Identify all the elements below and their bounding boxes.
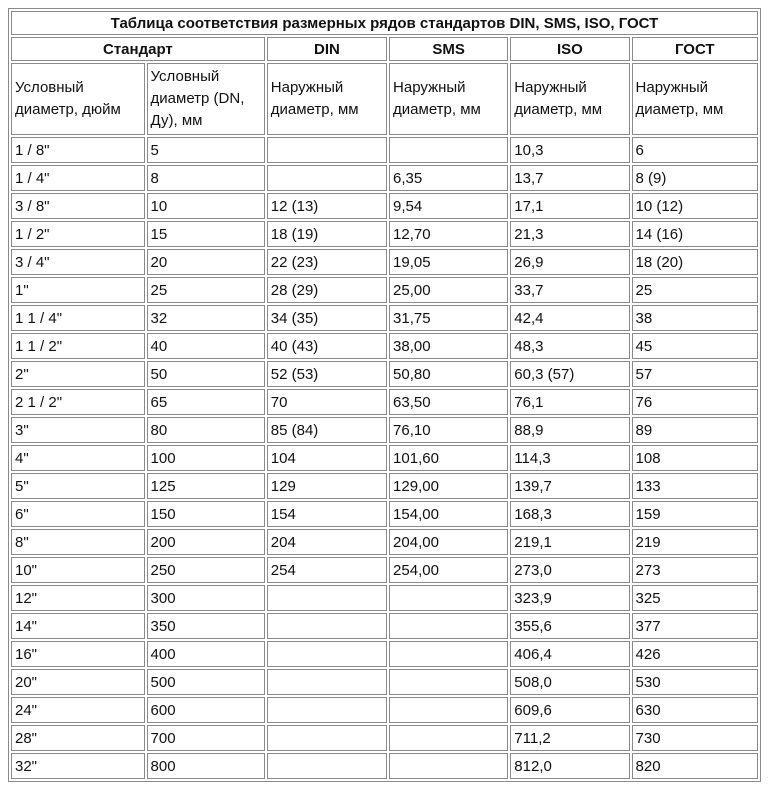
table-row — [11, 669, 758, 695]
cell-din — [267, 641, 387, 667]
cell-inch: 1 1 / 2" — [11, 333, 145, 359]
subheader-inch: Условный диаметр, дюйм — [11, 63, 145, 135]
cell-gost: 273 — [632, 557, 758, 583]
table-row — [11, 529, 758, 555]
cell-gost: 108 — [632, 445, 758, 471]
cell-sms — [389, 585, 508, 611]
header-sms: SMS — [389, 37, 508, 61]
subheader-gost: Наружный диаметр, мм — [632, 63, 758, 135]
cell-sms: 9,54 — [389, 193, 508, 219]
cell-din: 104 — [267, 445, 387, 471]
cell-gost: 18 (20) — [632, 249, 758, 275]
cell-iso: 21,3 — [510, 221, 629, 247]
cell-din: 154 — [267, 501, 387, 527]
cell-din: 254 — [267, 557, 387, 583]
table-row — [11, 165, 758, 191]
cell-din — [267, 697, 387, 723]
header-din: DIN — [267, 37, 387, 61]
cell-iso: 168,3 — [510, 501, 629, 527]
table-row — [11, 277, 758, 303]
cell-dn: 300 — [147, 585, 265, 611]
cell-inch: 14" — [11, 613, 145, 639]
cell-inch: 2 1 / 2" — [11, 389, 145, 415]
cell-iso: 406,4 — [510, 641, 629, 667]
cell-inch: 20" — [11, 669, 145, 695]
table-row — [11, 137, 758, 163]
cell-inch: 32" — [11, 753, 145, 779]
cell-iso: 355,6 — [510, 613, 629, 639]
cell-din: 70 — [267, 389, 387, 415]
cell-sms: 254,00 — [389, 557, 508, 583]
table-row — [11, 725, 758, 751]
table-row — [11, 417, 758, 443]
cell-iso: 33,7 — [510, 277, 629, 303]
cell-inch: 1" — [11, 277, 145, 303]
cell-gost: 530 — [632, 669, 758, 695]
cell-iso: 13,7 — [510, 165, 629, 191]
cell-din: 52 (53) — [267, 361, 387, 387]
cell-inch: 10" — [11, 557, 145, 583]
cell-iso: 60,3 (57) — [510, 361, 629, 387]
subheader-sms: Наружный диаметр, мм — [389, 63, 508, 135]
cell-sms: 154,00 — [389, 501, 508, 527]
cell-din: 34 (35) — [267, 305, 387, 331]
cell-din: 85 (84) — [267, 417, 387, 443]
table-row — [11, 305, 758, 331]
cell-inch: 24" — [11, 697, 145, 723]
cell-gost: 730 — [632, 725, 758, 751]
cell-dn: 700 — [147, 725, 265, 751]
cell-din: 18 (19) — [267, 221, 387, 247]
cell-dn: 20 — [147, 249, 265, 275]
cell-gost: 8 (9) — [632, 165, 758, 191]
cell-dn: 5 — [147, 137, 265, 163]
cell-dn: 15 — [147, 221, 265, 247]
cell-dn: 80 — [147, 417, 265, 443]
cell-sms — [389, 697, 508, 723]
cell-inch: 3 / 4" — [11, 249, 145, 275]
table-row — [11, 585, 758, 611]
cell-inch: 8" — [11, 529, 145, 555]
cell-sms: 101,60 — [389, 445, 508, 471]
table-row — [11, 753, 758, 779]
cell-dn: 400 — [147, 641, 265, 667]
cell-inch: 28" — [11, 725, 145, 751]
cell-iso: 812,0 — [510, 753, 629, 779]
header-row — [11, 37, 758, 61]
subheader-dn: Условный диаметр (DN, Ду), мм — [147, 63, 265, 135]
cell-gost: 14 (16) — [632, 221, 758, 247]
table-title: Таблица соответствия размерных рядов стандартов DIN, SMS, ISO, ГОСТ — [11, 11, 758, 35]
cell-gost: 133 — [632, 473, 758, 499]
cell-gost: 377 — [632, 613, 758, 639]
cell-gost: 76 — [632, 389, 758, 415]
cell-sms: 12,70 — [389, 221, 508, 247]
cell-inch: 16" — [11, 641, 145, 667]
cell-dn: 600 — [147, 697, 265, 723]
cell-sms — [389, 753, 508, 779]
cell-iso: 42,4 — [510, 305, 629, 331]
cell-gost: 57 — [632, 361, 758, 387]
cell-sms: 6,35 — [389, 165, 508, 191]
cell-sms: 129,00 — [389, 473, 508, 499]
table-row — [11, 361, 758, 387]
table-row — [11, 333, 758, 359]
cell-din — [267, 165, 387, 191]
subheader-din: Наружный диаметр, мм — [267, 63, 387, 135]
cell-gost: 89 — [632, 417, 758, 443]
cell-dn: 800 — [147, 753, 265, 779]
cell-iso: 273,0 — [510, 557, 629, 583]
cell-din — [267, 725, 387, 751]
table-row — [11, 473, 758, 499]
cell-sms: 50,80 — [389, 361, 508, 387]
cell-din: 204 — [267, 529, 387, 555]
cell-din — [267, 669, 387, 695]
cell-din: 12 (13) — [267, 193, 387, 219]
header-standard: Стандарт — [11, 37, 265, 61]
cell-inch: 5" — [11, 473, 145, 499]
table-container — [8, 8, 761, 782]
cell-inch: 6" — [11, 501, 145, 527]
cell-dn: 200 — [147, 529, 265, 555]
table-row — [11, 249, 758, 275]
cell-sms: 76,10 — [389, 417, 508, 443]
cell-inch: 3" — [11, 417, 145, 443]
header-iso: ISO — [510, 37, 629, 61]
cell-iso: 711,2 — [510, 725, 629, 751]
title-row — [11, 11, 758, 35]
cell-iso: 219,1 — [510, 529, 629, 555]
table-row — [11, 697, 758, 723]
cell-din: 22 (23) — [267, 249, 387, 275]
cell-sms — [389, 137, 508, 163]
table-row — [11, 221, 758, 247]
cell-din — [267, 585, 387, 611]
cell-gost: 219 — [632, 529, 758, 555]
cell-iso: 114,3 — [510, 445, 629, 471]
cell-sms: 25,00 — [389, 277, 508, 303]
cell-dn: 250 — [147, 557, 265, 583]
cell-din — [267, 137, 387, 163]
cell-dn: 25 — [147, 277, 265, 303]
cell-dn: 8 — [147, 165, 265, 191]
cell-sms — [389, 613, 508, 639]
cell-sms — [389, 641, 508, 667]
table-row — [11, 193, 758, 219]
cell-inch: 3 / 8" — [11, 193, 145, 219]
table-row — [11, 389, 758, 415]
cell-gost: 6 — [632, 137, 758, 163]
subheader-iso: Наружный диаметр, мм — [510, 63, 629, 135]
cell-inch: 1 / 2" — [11, 221, 145, 247]
table-row — [11, 445, 758, 471]
cell-din: 129 — [267, 473, 387, 499]
cell-inch: 1 / 8" — [11, 137, 145, 163]
cell-gost: 25 — [632, 277, 758, 303]
table-row — [11, 501, 758, 527]
cell-dn: 32 — [147, 305, 265, 331]
cell-dn: 150 — [147, 501, 265, 527]
cell-iso: 323,9 — [510, 585, 629, 611]
table-row — [11, 641, 758, 667]
cell-gost: 159 — [632, 501, 758, 527]
cell-inch: 1 1 / 4" — [11, 305, 145, 331]
subheader-row — [11, 63, 758, 135]
cell-iso: 17,1 — [510, 193, 629, 219]
cell-gost: 45 — [632, 333, 758, 359]
cell-inch: 2" — [11, 361, 145, 387]
table-row — [11, 557, 758, 583]
cell-inch: 12" — [11, 585, 145, 611]
cell-sms: 31,75 — [389, 305, 508, 331]
cell-gost: 38 — [632, 305, 758, 331]
cell-inch: 4" — [11, 445, 145, 471]
cell-dn: 50 — [147, 361, 265, 387]
cell-sms: 204,00 — [389, 529, 508, 555]
cell-gost: 426 — [632, 641, 758, 667]
cell-iso: 88,9 — [510, 417, 629, 443]
cell-gost: 630 — [632, 697, 758, 723]
cell-iso: 10,3 — [510, 137, 629, 163]
cell-dn: 125 — [147, 473, 265, 499]
cell-dn: 500 — [147, 669, 265, 695]
cell-dn: 100 — [147, 445, 265, 471]
cell-dn: 65 — [147, 389, 265, 415]
cell-sms: 63,50 — [389, 389, 508, 415]
cell-din — [267, 753, 387, 779]
cell-dn: 350 — [147, 613, 265, 639]
cell-sms — [389, 669, 508, 695]
cell-gost: 325 — [632, 585, 758, 611]
cell-inch: 1 / 4" — [11, 165, 145, 191]
cell-iso: 139,7 — [510, 473, 629, 499]
cell-gost: 10 (12) — [632, 193, 758, 219]
standards-table — [8, 8, 761, 782]
cell-sms — [389, 725, 508, 751]
cell-sms: 19,05 — [389, 249, 508, 275]
cell-iso: 76,1 — [510, 389, 629, 415]
cell-gost: 820 — [632, 753, 758, 779]
table-row — [11, 613, 758, 639]
cell-din — [267, 613, 387, 639]
cell-iso: 609,6 — [510, 697, 629, 723]
cell-din: 40 (43) — [267, 333, 387, 359]
cell-dn: 10 — [147, 193, 265, 219]
cell-din: 28 (29) — [267, 277, 387, 303]
cell-dn: 40 — [147, 333, 265, 359]
cell-iso: 508,0 — [510, 669, 629, 695]
cell-iso: 26,9 — [510, 249, 629, 275]
cell-sms: 38,00 — [389, 333, 508, 359]
cell-iso: 48,3 — [510, 333, 629, 359]
header-gost: ГОСТ — [632, 37, 758, 61]
